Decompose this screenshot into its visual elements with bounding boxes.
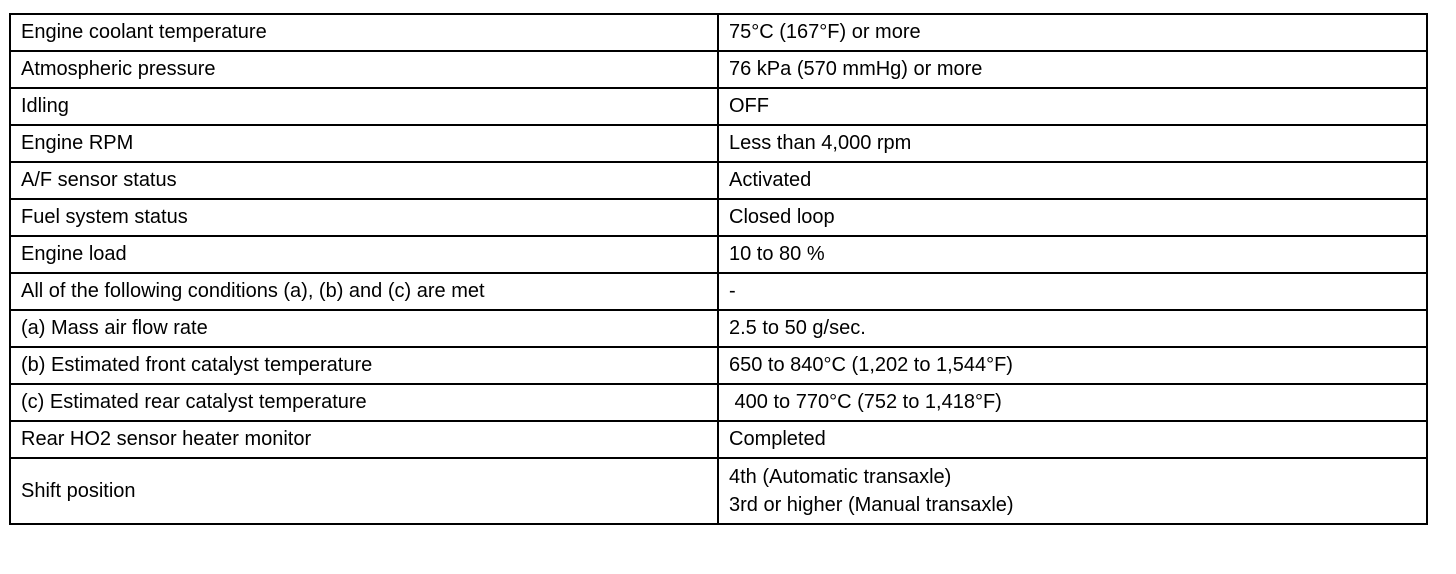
condition-cell: Activated [718, 162, 1427, 199]
condition-cell: Closed loop [718, 199, 1427, 236]
item-cell: (c) Estimated rear catalyst temperature [10, 384, 718, 421]
item-cell: Engine coolant temperature [10, 14, 718, 51]
table-row [10, 162, 1427, 199]
table-row [10, 347, 1427, 384]
item-cell: Engine RPM [10, 125, 718, 162]
table-row [10, 236, 1427, 273]
item-cell: Fuel system status [10, 199, 718, 236]
item-cell: Engine load [10, 236, 718, 273]
table-row [10, 458, 1427, 524]
conditions-table [9, 13, 1428, 525]
condition-cell: 2.5 to 50 g/sec. [718, 310, 1427, 347]
item-cell: Idling [10, 88, 718, 125]
condition-line: 4th (Automatic transaxle) [729, 466, 952, 488]
item-cell: (a) Mass air flow rate [10, 310, 718, 347]
table-row [10, 14, 1427, 51]
condition-line: 3rd or higher (Manual transaxle) [729, 494, 1014, 516]
table-row [10, 125, 1427, 162]
condition-cell: Completed [718, 421, 1427, 458]
item-cell: Rear HO2 sensor heater monitor [10, 421, 718, 458]
table-row [10, 88, 1427, 125]
condition-cell: 650 to 840°C (1,202 to 1,544°F) [718, 347, 1427, 384]
table-row [10, 199, 1427, 236]
condition-cell: 10 to 80 % [718, 236, 1427, 273]
item-cell: Shift position [10, 458, 718, 524]
table-row [10, 51, 1427, 88]
item-cell: A/F sensor status [10, 162, 718, 199]
item-cell: Atmospheric pressure [10, 51, 718, 88]
table-row [10, 421, 1427, 458]
item-cell: All of the following conditions (a), (b) and (c) are met [10, 273, 718, 310]
condition-cell: Less than 4,000 rpm [718, 125, 1427, 162]
condition-cell: OFF [718, 88, 1427, 125]
table-row [10, 273, 1427, 310]
table-row [10, 384, 1427, 421]
condition-cell [718, 458, 1427, 524]
condition-cell: 76 kPa (570 mmHg) or more [718, 51, 1427, 88]
item-cell: (b) Estimated front catalyst temperature [10, 347, 718, 384]
condition-cell: 75°C (167°F) or more [718, 14, 1427, 51]
condition-cell: 400 to 770°C (752 to 1,418°F) [718, 384, 1427, 421]
condition-cell: - [718, 273, 1427, 310]
table-row [10, 310, 1427, 347]
